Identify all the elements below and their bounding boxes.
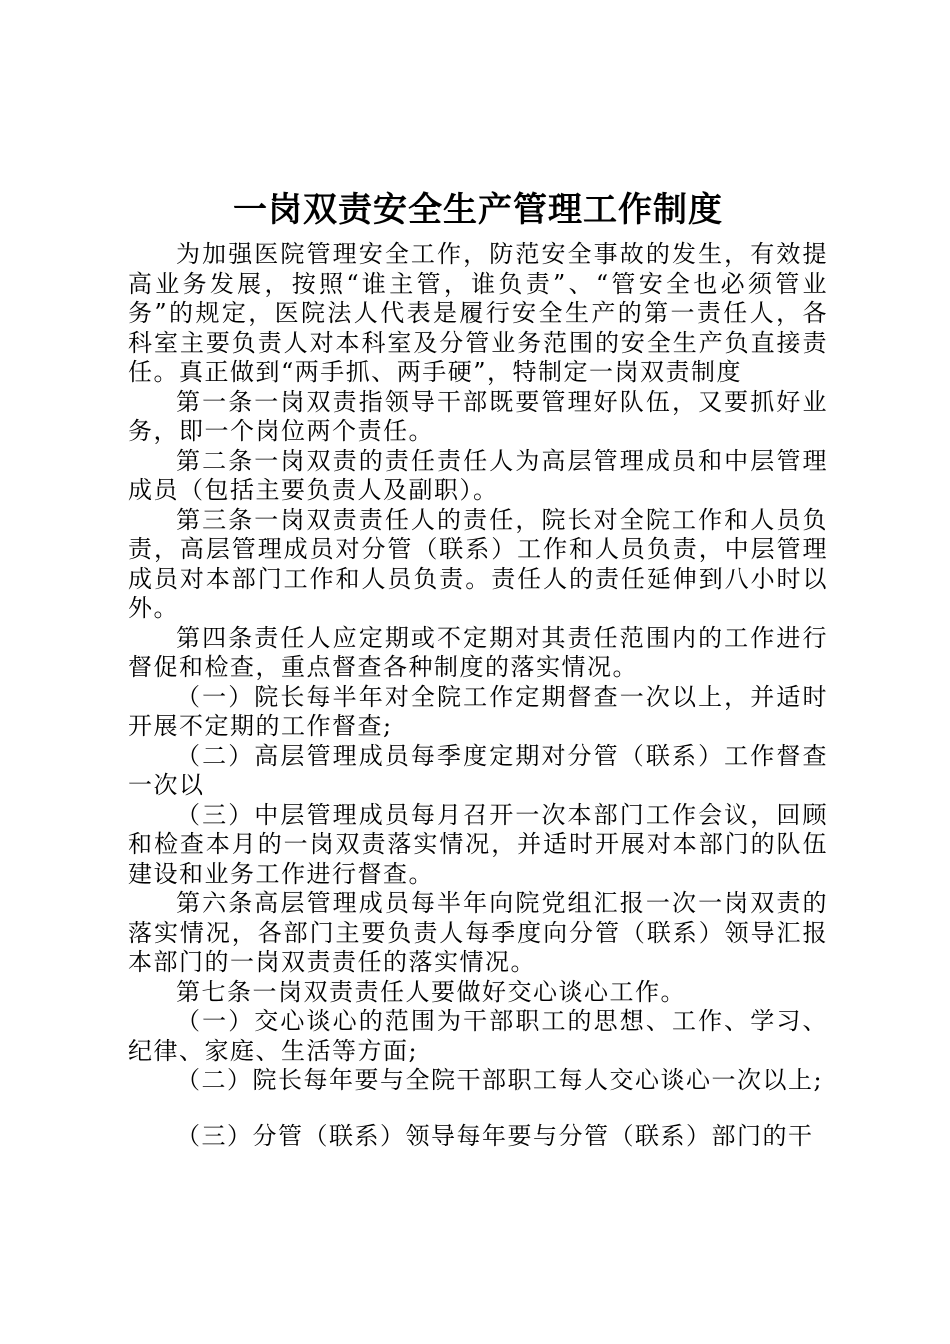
article-3-paragraph: 第三条一岗双责责任人的责任，院长对全院工作和人员负责，高层管理成员对分管（联系）工作和人员负责，中层管理成员对本部门工作和人员负责。责任人的责任延伸到八小时以外。 <box>128 505 828 622</box>
article-7-item-3: （三）分管（联系）领导每年要与分管（联系）部门的干 <box>176 1121 814 1150</box>
article-7-item-1: （一）交心谈心的范围为干部职工的思想、工作、学习、纪律、家庭、生活等方面; <box>128 1007 828 1065</box>
article-4-paragraph: 第四条责任人应定期或不定期对其责任范围内的工作进行督促和检查，重点督查各种制度的落实情况。 <box>128 623 828 681</box>
document-body <box>128 240 828 1151</box>
article-2-paragraph: 第二条一岗双责的责任责任人为高层管理成员和中层管理成员（包括主要负责人及副职）。 <box>128 446 828 504</box>
article-7-paragraph: 第七条一岗双责责任人要做好交心谈心工作。 <box>176 977 686 1006</box>
article-7-item-2: （二）院长每年要与全院干部职工每人交心谈心一次以上; <box>176 1066 824 1094</box>
article-4-item-3: （三）中层管理成员每月召开一次本部门工作会议，回顾和检查本月的一岗双责落实情况，并适时开展对本部门的队伍建设和业务工作进行督查。 <box>128 800 828 888</box>
article-6-paragraph: 第六条高层管理成员每半年向院党组汇报一次一岗双责的落实情况，各部门主要负责人每季度向分管（联系）领导汇报本部门的一岗双责责任的落实情况。 <box>128 889 828 976</box>
article-4-item-2: （二）高层管理成员每季度定期对分管（联系）工作督查一次以 <box>128 741 828 799</box>
article-4-item-1: （一）院长每半年对全院工作定期督查一次以上，并适时开展不定期的工作督查; <box>128 682 828 740</box>
intro-paragraph: 为加强医院管理安全工作，防范安全事故的发生，有效提高业务发展，按照“谁主管，谁负责”、“管安全也必须管业务”的规定，医院法人代表是履行安全生产的第一责任人，各科室主要负责人对本科室及分管业务范围的安全生产负直接责任。真正做到“两手抓、两手硬”，特制定一岗双责制度 <box>128 240 828 386</box>
article-1-paragraph: 第一条一岗双责指领导干部既要管理好队伍，又要抓好业务，即一个岗位两个责任。 <box>128 387 828 445</box>
document-title: 一岗双责安全生产管理工作制度 <box>233 190 723 230</box>
